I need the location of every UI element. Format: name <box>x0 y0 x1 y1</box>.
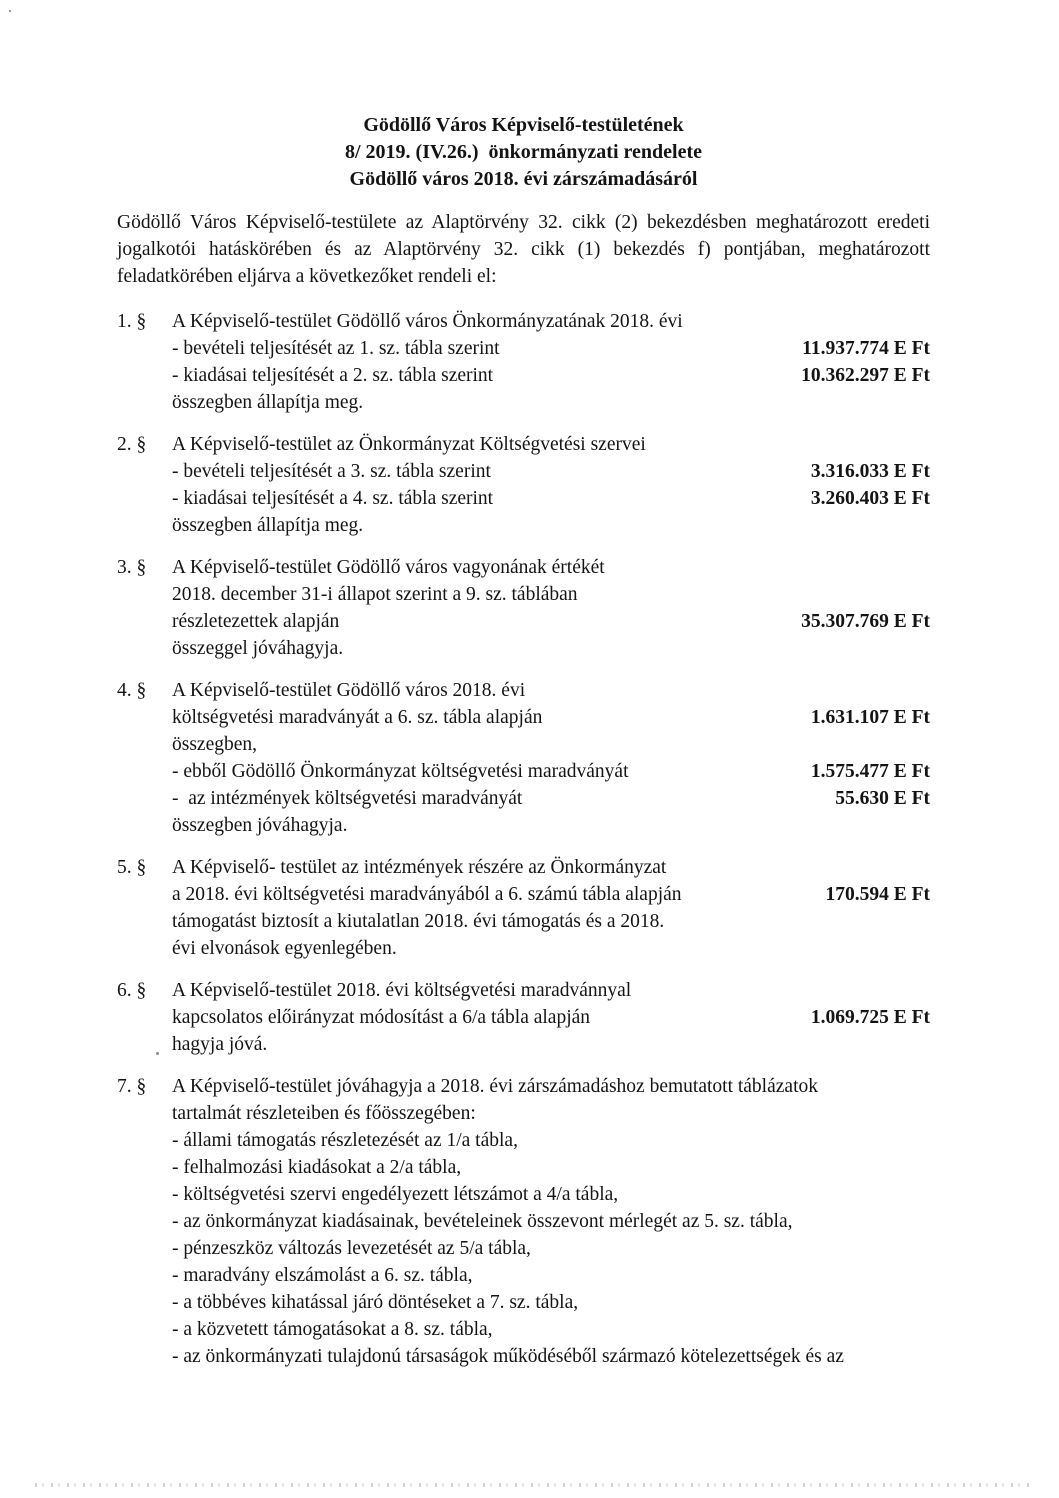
amount-value: 11.937.774 E Ft <box>802 338 930 359</box>
section-number: 1. § <box>117 311 147 332</box>
clause-line: összegben állapítja meg. <box>172 392 364 413</box>
clause-section-3 <box>117 554 930 662</box>
section-number: 6. § <box>117 980 147 1001</box>
clause-line: tartalmát részleteiben és főösszegében: <box>172 1103 476 1124</box>
clause-section-5 <box>117 854 930 962</box>
title-line-2: 8/ 2019. (IV.26.) önkormányzati rendelete <box>344 141 702 163</box>
clause-line: támogatást biztosít a kiutalatlan 2018. évi támogatás és a 2018. <box>172 911 665 932</box>
amount-value: 10.362.297 E Ft <box>801 365 930 386</box>
section-body <box>172 677 930 839</box>
clause-line: - felhalmozási kiadásokat a 2/a tábla, <box>172 1157 462 1178</box>
section-number: 2. § <box>117 434 147 455</box>
clause-line: - az önkormányzati tulajdonú társaságok működéséből származó kötelezettségek és az <box>172 1346 844 1367</box>
clause-section-1 <box>117 308 930 416</box>
amount-value: 3.260.403 E Ft <box>810 488 930 509</box>
clause-line: A Képviselő-testület Gödöllő város vagyonának értékét <box>172 557 605 578</box>
clause-line: - az intézmények költségvetési maradványát 55.630 E Ft <box>172 785 930 812</box>
clause-line: évi elvonások egyenlegében. <box>172 938 397 959</box>
clause-line: - kiadásai teljesítését a 4. sz. tábla szerint 3.260.403 E Ft <box>172 485 930 512</box>
section-body <box>172 554 930 662</box>
clause-line: A Képviselő- testület az intézmények részére az Önkormányzat <box>172 857 667 878</box>
document-content <box>117 112 930 1385</box>
clause-line: összegben állapítja meg. <box>172 515 364 536</box>
clause-section-6 <box>117 977 930 1058</box>
clause-line: - állami támogatás részletezését az 1/a tábla, <box>172 1130 518 1151</box>
section-number: 7. § <box>117 1076 147 1097</box>
clause-line: A Képviselő-testület 2018. évi költségvetési maradvánnyal <box>172 980 632 1001</box>
clause-line: - a többéves kihatással járó döntéseket a 7. sz. tábla, <box>172 1292 579 1313</box>
clause-line: összeggel jóváhagyja. <box>172 638 344 659</box>
document-title <box>117 112 930 193</box>
section-number: 5. § <box>117 857 147 878</box>
clause-line: hagyja jóvá. <box>172 1034 268 1055</box>
clause-line: részletezettek alapján 35.307.769 E Ft <box>172 608 930 635</box>
amount-value: 170.594 E Ft <box>825 884 930 905</box>
clause-line: összegben jóváhagyja. <box>172 815 348 836</box>
clause-line: - ebből Gödöllő Önkormányzat költségvetési maradványát 1.575.477 E Ft <box>172 758 930 785</box>
scan-speck-artifact <box>9 10 11 12</box>
clause-line: összegben, <box>172 734 258 755</box>
section-number: 4. § <box>117 680 147 701</box>
section-number: 3. § <box>117 557 147 578</box>
clause-section-4 <box>117 677 930 839</box>
clause-line: - kiadásai teljesítését a 2. sz. tábla szerint 10.362.297 E Ft <box>172 362 930 389</box>
clause-line: - bevételi teljesítését a 3. sz. tábla szerint 3.316.033 E Ft <box>172 458 930 485</box>
preamble-paragraph: Gödöllő Város Képviselő-testülete az Alaptörvény 32. cikk (2) bekezdésben meghatározott eredeti jogalkotói hatáskörében és az Alaptörvény 32. cikk (1) bekezdés f) pontjában, meghatározott feladatkörében eljárva a következőket rendeli el: <box>117 212 930 287</box>
amount-value: 55.630 E Ft <box>835 788 930 809</box>
amount-value: 3.316.033 E Ft <box>810 461 930 482</box>
clause-line: 2018. december 31-i állapot szerint a 9. sz. táblában <box>172 584 578 605</box>
section-body <box>172 977 930 1058</box>
clause-line: - pénzeszköz változás levezetését az 5/a tábla, <box>172 1238 531 1259</box>
clause-line: - maradvány elszámolást a 6. sz. tábla, <box>172 1265 473 1286</box>
clause-line: - az önkormányzat kiadásainak, bevételeinek összevont mérlegét az 5. sz. tábla, <box>172 1211 793 1232</box>
section-body <box>172 1073 930 1370</box>
amount-value: 1.575.477 E Ft <box>810 761 930 782</box>
scan-artifact-bottom-edge <box>35 1483 1034 1487</box>
clause-line: kapcsolatos előirányzat módosítást a 6/a tábla alapján 1.069.725 E Ft <box>172 1004 930 1031</box>
clause-section-7 <box>117 1073 930 1370</box>
clause-line: a 2018. évi költségvetési maradványából a 6. számú tábla alapján 170.594 E Ft <box>172 881 930 908</box>
clause-line: - a közvetett támogatásokat a 8. sz. tábla, <box>172 1319 493 1340</box>
scan-speck-artifact <box>156 1052 159 1055</box>
amount-value: 35.307.769 E Ft <box>801 611 930 632</box>
title-line-3: Gödöllő város 2018. évi zárszámadásáról <box>349 168 698 190</box>
amount-value: 1.069.725 E Ft <box>810 1007 930 1028</box>
section-body <box>172 308 930 416</box>
clause-line: költségvetési maradványát a 6. sz. tábla alapján 1.631.107 E Ft <box>172 704 930 731</box>
title-line-1: Gödöllő Város Képviselő-testületének <box>363 114 684 136</box>
clause-line: A Képviselő-testület az Önkormányzat Költségvetési szervei <box>172 434 646 455</box>
clause-line: A Képviselő-testület Gödöllő város 2018. évi <box>172 680 526 701</box>
clause-line: - költségvetési szervi engedélyezett létszámot a 4/a tábla, <box>172 1184 619 1205</box>
section-body <box>172 431 930 539</box>
clause-line: A Képviselő-testület Gödöllő város Önkormányzatának 2018. évi <box>172 311 683 332</box>
clause-line: A Képviselő-testület jóváhagyja a 2018. évi zárszámadáshoz bemutatott táblázatok <box>172 1076 818 1097</box>
clause-line: - bevételi teljesítését az 1. sz. tábla szerint 11.937.774 E Ft <box>172 335 930 362</box>
amount-value: 1.631.107 E Ft <box>810 707 930 728</box>
clause-section-2 <box>117 431 930 539</box>
section-body <box>172 854 930 962</box>
